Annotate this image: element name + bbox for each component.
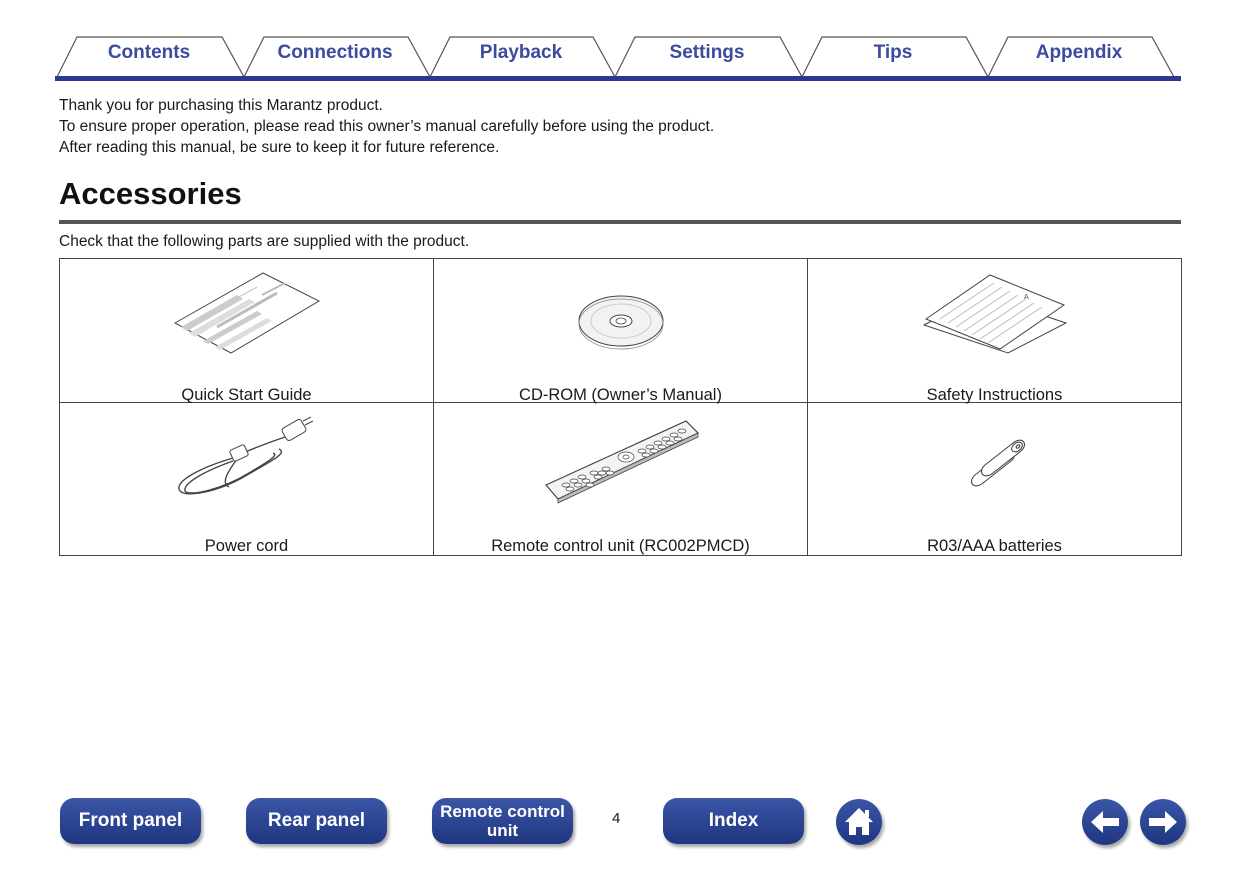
accessory-label: Remote control unit (RC002PMCD) bbox=[491, 537, 750, 555]
accessory-cell-quick-start-guide bbox=[60, 259, 434, 403]
tab-playback[interactable]: Playback bbox=[479, 42, 563, 63]
accessory-label: CD-ROM (Owner’s Manual) bbox=[519, 386, 722, 404]
power-cord-icon bbox=[167, 413, 327, 513]
arrow-left-icon bbox=[1082, 799, 1128, 845]
section-lead: Check that the following parts are supplied with the product. bbox=[59, 233, 470, 250]
forward-button[interactable] bbox=[1140, 799, 1186, 845]
section-title: Accessories bbox=[59, 176, 242, 211]
tab-connections[interactable]: Connections bbox=[277, 42, 393, 63]
page-number: 4 bbox=[612, 810, 621, 827]
accessory-label: Safety Instructions bbox=[926, 386, 1063, 404]
accessory-label: R03/AAA batteries bbox=[927, 537, 1062, 555]
index-button[interactable] bbox=[663, 798, 804, 844]
accessory-cell-batteries bbox=[808, 403, 1182, 556]
remote-control-unit-button[interactable] bbox=[432, 798, 573, 844]
home-button[interactable] bbox=[836, 799, 882, 845]
accessory-cell-cd-rom bbox=[434, 259, 808, 403]
cd-rom-icon bbox=[571, 271, 671, 363]
tab-contents[interactable]: Contents bbox=[107, 42, 191, 63]
rear-panel-button[interactable] bbox=[246, 798, 387, 844]
remote-control-icon bbox=[536, 413, 706, 513]
accessory-label: Quick Start Guide bbox=[181, 386, 312, 404]
back-button[interactable] bbox=[1082, 799, 1128, 845]
section-divider bbox=[59, 220, 1181, 224]
safety-instructions-icon bbox=[920, 271, 1070, 363]
remote-control-label-line2: unit bbox=[486, 821, 519, 840]
intro-line-2: To ensure proper operation, please read this owner’s manual carefully before using the product. bbox=[59, 118, 715, 135]
tab-bar bbox=[0, 0, 1240, 82]
quick-start-guide-icon bbox=[167, 271, 327, 363]
front-panel-button[interactable] bbox=[60, 798, 201, 844]
intro-line-3: After reading this manual, be sure to keep it for future reference. bbox=[59, 139, 500, 156]
intro-text bbox=[59, 95, 714, 158]
tab-tips[interactable]: Tips bbox=[873, 42, 913, 63]
svg-text:A: A bbox=[1023, 294, 1029, 301]
front-panel-label: Front panel bbox=[78, 810, 183, 831]
rear-panel-label: Rear panel bbox=[267, 810, 366, 831]
accessory-cell-remote-control bbox=[434, 403, 808, 556]
accessory-label: Power cord bbox=[204, 537, 289, 555]
tab-settings[interactable]: Settings bbox=[669, 42, 745, 63]
batteries-icon bbox=[945, 413, 1045, 513]
accessory-cell-safety-instructions bbox=[808, 259, 1182, 403]
accessories-table bbox=[59, 258, 1182, 556]
intro-line-1: Thank you for purchasing this Marantz product. bbox=[59, 97, 383, 114]
accessory-cell-power-cord bbox=[60, 403, 434, 556]
index-label: Index bbox=[708, 810, 759, 831]
arrow-right-icon bbox=[1140, 799, 1186, 845]
home-icon bbox=[836, 799, 882, 845]
table-row bbox=[60, 403, 1182, 556]
tab-appendix[interactable]: Appendix bbox=[1035, 42, 1123, 63]
tab-outlines bbox=[0, 0, 1240, 82]
table-row bbox=[60, 259, 1182, 403]
remote-control-label-line1: Remote control bbox=[440, 802, 565, 821]
